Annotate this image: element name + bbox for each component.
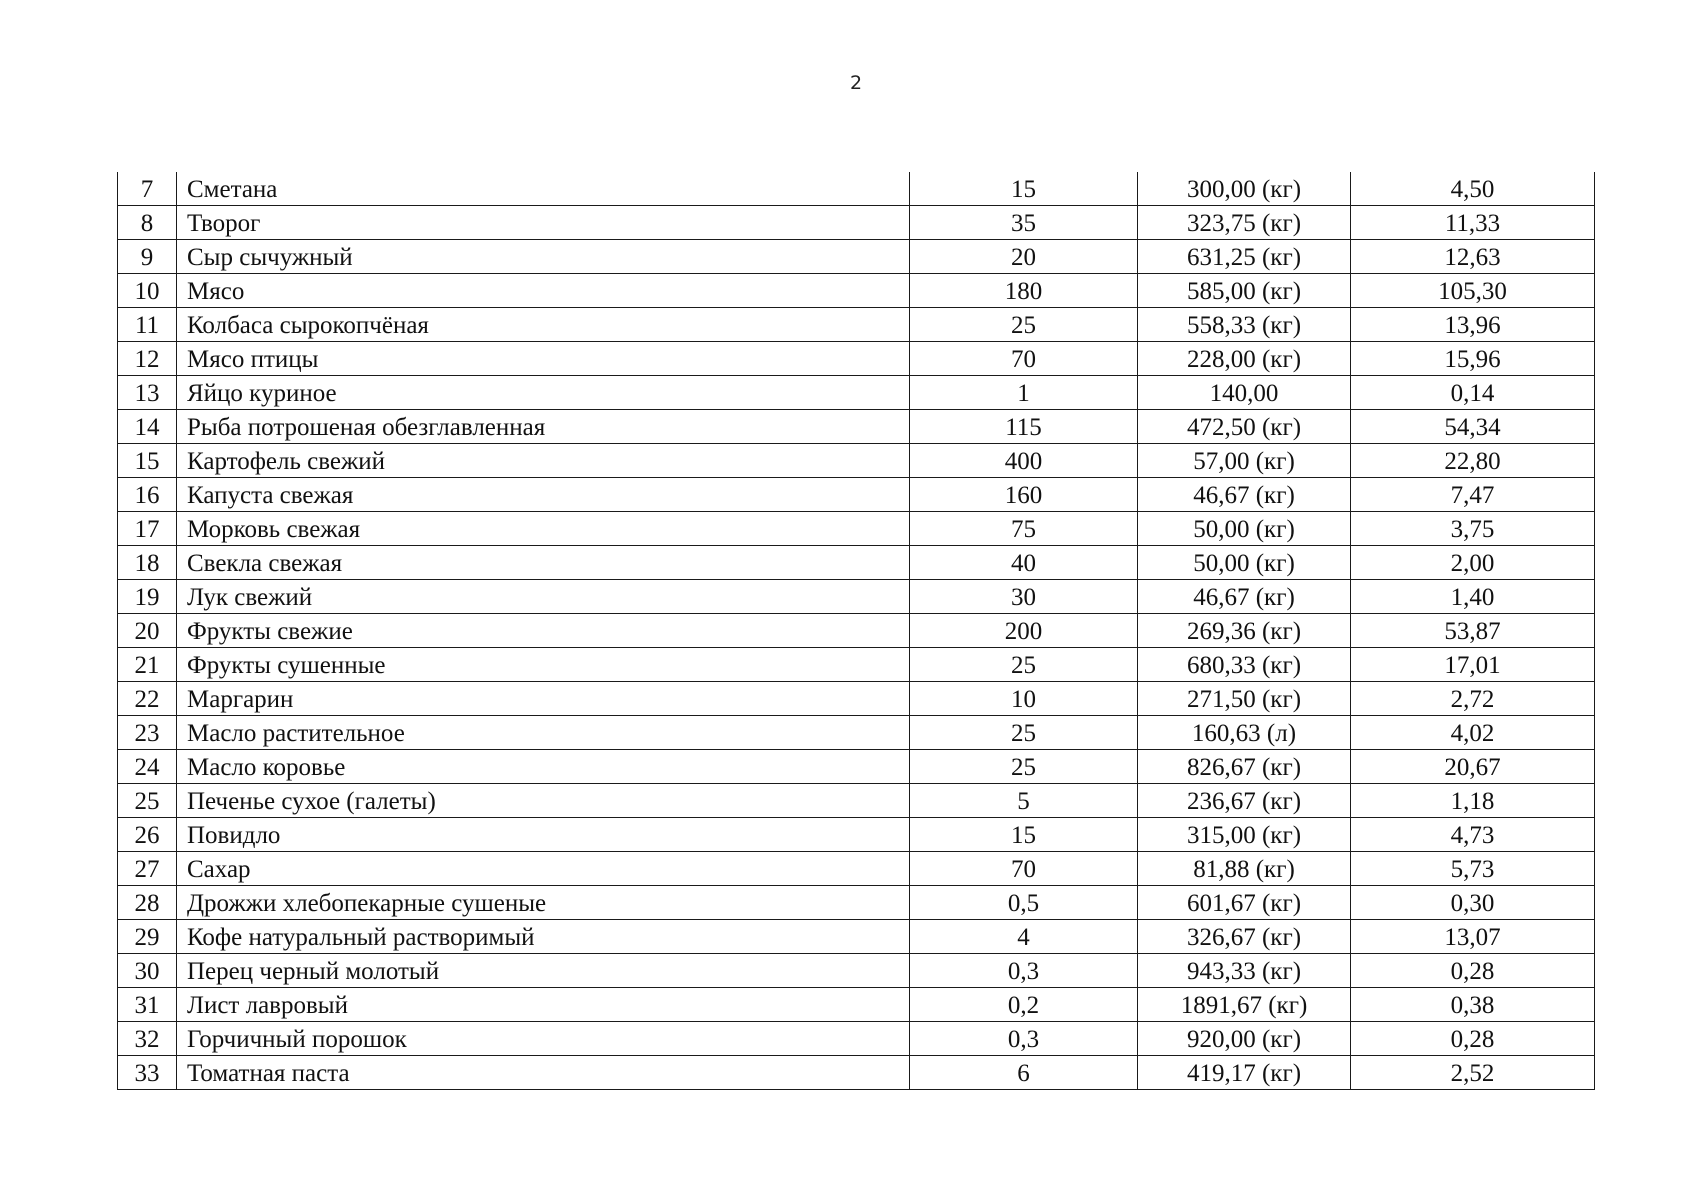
unit-price-cell: 140,00 bbox=[1138, 376, 1351, 410]
row-number-cell: 10 bbox=[118, 274, 177, 308]
row-number-cell: 17 bbox=[118, 512, 177, 546]
unit-price-cell: 920,00 (кг) bbox=[1138, 1022, 1351, 1056]
amount-cell: 105,30 bbox=[1351, 274, 1595, 308]
row-number-cell: 20 bbox=[118, 614, 177, 648]
quantity-cell: 75 bbox=[910, 512, 1138, 546]
amount-cell: 7,47 bbox=[1351, 478, 1595, 512]
amount-cell: 1,18 bbox=[1351, 784, 1595, 818]
unit-price-cell: 1891,67 (кг) bbox=[1138, 988, 1351, 1022]
amount-cell: 13,96 bbox=[1351, 308, 1595, 342]
product-name-cell: Томатная паста bbox=[177, 1056, 910, 1090]
quantity-cell: 400 bbox=[910, 444, 1138, 478]
row-number-cell: 30 bbox=[118, 954, 177, 988]
product-name-cell: Лук свежий bbox=[177, 580, 910, 614]
amount-cell: 22,80 bbox=[1351, 444, 1595, 478]
quantity-cell: 30 bbox=[910, 580, 1138, 614]
product-name-cell: Картофель свежий bbox=[177, 444, 910, 478]
product-name-cell: Фрукты свежие bbox=[177, 614, 910, 648]
product-name-cell: Лист лавровый bbox=[177, 988, 910, 1022]
unit-price-cell: 160,63 (л) bbox=[1138, 716, 1351, 750]
table-row bbox=[118, 614, 1595, 648]
table-row bbox=[118, 682, 1595, 716]
quantity-cell: 25 bbox=[910, 716, 1138, 750]
quantity-cell: 25 bbox=[910, 308, 1138, 342]
product-name-cell: Перец черный молотый bbox=[177, 954, 910, 988]
amount-cell: 3,75 bbox=[1351, 512, 1595, 546]
product-name-cell: Мясо птицы bbox=[177, 342, 910, 376]
amount-cell: 54,34 bbox=[1351, 410, 1595, 444]
unit-price-cell: 57,00 (кг) bbox=[1138, 444, 1351, 478]
quantity-cell: 70 bbox=[910, 852, 1138, 886]
product-name-cell: Свекла свежая bbox=[177, 546, 910, 580]
product-name-cell: Кофе натуральный растворимый bbox=[177, 920, 910, 954]
row-number-cell: 32 bbox=[118, 1022, 177, 1056]
table-row bbox=[118, 988, 1595, 1022]
quantity-cell: 15 bbox=[910, 818, 1138, 852]
unit-price-cell: 269,36 (кг) bbox=[1138, 614, 1351, 648]
table-row bbox=[118, 274, 1595, 308]
product-name-cell: Мясо bbox=[177, 274, 910, 308]
quantity-cell: 70 bbox=[910, 342, 1138, 376]
row-number-cell: 26 bbox=[118, 818, 177, 852]
amount-cell: 53,87 bbox=[1351, 614, 1595, 648]
unit-price-cell: 228,00 (кг) bbox=[1138, 342, 1351, 376]
table-row bbox=[118, 818, 1595, 852]
amount-cell: 0,30 bbox=[1351, 886, 1595, 920]
table-row bbox=[118, 580, 1595, 614]
quantity-cell: 10 bbox=[910, 682, 1138, 716]
row-number-cell: 24 bbox=[118, 750, 177, 784]
amount-cell: 4,73 bbox=[1351, 818, 1595, 852]
product-name-cell: Дрожжи хлебопекарные сушеные bbox=[177, 886, 910, 920]
unit-price-cell: 46,67 (кг) bbox=[1138, 478, 1351, 512]
amount-cell: 0,28 bbox=[1351, 954, 1595, 988]
product-name-cell: Печенье сухое (галеты) bbox=[177, 784, 910, 818]
product-name-cell: Масло коровье bbox=[177, 750, 910, 784]
unit-price-cell: 601,67 (кг) bbox=[1138, 886, 1351, 920]
table-row bbox=[118, 1022, 1595, 1056]
table-row bbox=[118, 784, 1595, 818]
unit-price-cell: 558,33 (кг) bbox=[1138, 308, 1351, 342]
page-number: 2 bbox=[849, 72, 863, 94]
table-row bbox=[118, 240, 1595, 274]
unit-price-cell: 680,33 (кг) bbox=[1138, 648, 1351, 682]
row-number-cell: 33 bbox=[118, 1056, 177, 1090]
quantity-cell: 15 bbox=[910, 172, 1138, 206]
product-name-cell: Морковь свежая bbox=[177, 512, 910, 546]
row-number-cell: 28 bbox=[118, 886, 177, 920]
unit-price-cell: 631,25 (кг) bbox=[1138, 240, 1351, 274]
amount-cell: 4,50 bbox=[1351, 172, 1595, 206]
product-name-cell: Повидло bbox=[177, 818, 910, 852]
quantity-cell: 4 bbox=[910, 920, 1138, 954]
amount-cell: 0,28 bbox=[1351, 1022, 1595, 1056]
unit-price-cell: 826,67 (кг) bbox=[1138, 750, 1351, 784]
unit-price-cell: 472,50 (кг) bbox=[1138, 410, 1351, 444]
unit-price-cell: 323,75 (кг) bbox=[1138, 206, 1351, 240]
amount-cell: 11,33 bbox=[1351, 206, 1595, 240]
quantity-cell: 0,3 bbox=[910, 954, 1138, 988]
table-row bbox=[118, 444, 1595, 478]
product-name-cell: Сахар bbox=[177, 852, 910, 886]
amount-cell: 13,07 bbox=[1351, 920, 1595, 954]
quantity-cell: 180 bbox=[910, 274, 1138, 308]
row-number-cell: 12 bbox=[118, 342, 177, 376]
quantity-cell: 6 bbox=[910, 1056, 1138, 1090]
quantity-cell: 25 bbox=[910, 750, 1138, 784]
row-number-cell: 7 bbox=[118, 172, 177, 206]
quantity-cell: 35 bbox=[910, 206, 1138, 240]
table-body bbox=[118, 172, 1595, 1090]
table-row bbox=[118, 172, 1595, 206]
unit-price-cell: 326,67 (кг) bbox=[1138, 920, 1351, 954]
table-row bbox=[118, 512, 1595, 546]
unit-price-cell: 419,17 (кг) bbox=[1138, 1056, 1351, 1090]
unit-price-cell: 50,00 (кг) bbox=[1138, 512, 1351, 546]
product-name-cell: Горчичный порошок bbox=[177, 1022, 910, 1056]
row-number-cell: 23 bbox=[118, 716, 177, 750]
row-number-cell: 16 bbox=[118, 478, 177, 512]
row-number-cell: 18 bbox=[118, 546, 177, 580]
quantity-cell: 1 bbox=[910, 376, 1138, 410]
unit-price-cell: 81,88 (кг) bbox=[1138, 852, 1351, 886]
amount-cell: 0,38 bbox=[1351, 988, 1595, 1022]
table-row bbox=[118, 716, 1595, 750]
amount-cell: 5,73 bbox=[1351, 852, 1595, 886]
row-number-cell: 22 bbox=[118, 682, 177, 716]
quantity-cell: 0,5 bbox=[910, 886, 1138, 920]
table-row bbox=[118, 852, 1595, 886]
quantity-cell: 115 bbox=[910, 410, 1138, 444]
unit-price-cell: 50,00 (кг) bbox=[1138, 546, 1351, 580]
unit-price-cell: 585,00 (кг) bbox=[1138, 274, 1351, 308]
product-name-cell: Рыба потрошеная обезглавленная bbox=[177, 410, 910, 444]
row-number-cell: 8 bbox=[118, 206, 177, 240]
amount-cell: 2,00 bbox=[1351, 546, 1595, 580]
product-name-cell: Творог bbox=[177, 206, 910, 240]
amount-cell: 12,63 bbox=[1351, 240, 1595, 274]
unit-price-cell: 300,00 (кг) bbox=[1138, 172, 1351, 206]
unit-price-cell: 46,67 (кг) bbox=[1138, 580, 1351, 614]
quantity-cell: 25 bbox=[910, 648, 1138, 682]
table-row bbox=[118, 410, 1595, 444]
row-number-cell: 25 bbox=[118, 784, 177, 818]
amount-cell: 2,52 bbox=[1351, 1056, 1595, 1090]
table-row bbox=[118, 546, 1595, 580]
amount-cell: 2,72 bbox=[1351, 682, 1595, 716]
product-name-cell: Маргарин bbox=[177, 682, 910, 716]
quantity-cell: 20 bbox=[910, 240, 1138, 274]
table-row bbox=[118, 308, 1595, 342]
table-row bbox=[118, 206, 1595, 240]
product-name-cell: Фрукты сушенные bbox=[177, 648, 910, 682]
table-row bbox=[118, 342, 1595, 376]
amount-cell: 20,67 bbox=[1351, 750, 1595, 784]
unit-price-cell: 236,67 (кг) bbox=[1138, 784, 1351, 818]
row-number-cell: 19 bbox=[118, 580, 177, 614]
amount-cell: 17,01 bbox=[1351, 648, 1595, 682]
quantity-cell: 5 bbox=[910, 784, 1138, 818]
row-number-cell: 27 bbox=[118, 852, 177, 886]
product-name-cell: Сыр сычужный bbox=[177, 240, 910, 274]
unit-price-cell: 271,50 (кг) bbox=[1138, 682, 1351, 716]
product-name-cell: Масло растительное bbox=[177, 716, 910, 750]
product-name-cell: Колбаса сырокопчёная bbox=[177, 308, 910, 342]
table-row bbox=[118, 648, 1595, 682]
quantity-cell: 160 bbox=[910, 478, 1138, 512]
product-name-cell: Яйцо куриное bbox=[177, 376, 910, 410]
quantity-cell: 0,3 bbox=[910, 1022, 1138, 1056]
row-number-cell: 11 bbox=[118, 308, 177, 342]
quantity-cell: 40 bbox=[910, 546, 1138, 580]
row-number-cell: 14 bbox=[118, 410, 177, 444]
product-name-cell: Сметана bbox=[177, 172, 910, 206]
quantity-cell: 0,2 bbox=[910, 988, 1138, 1022]
row-number-cell: 13 bbox=[118, 376, 177, 410]
row-number-cell: 9 bbox=[118, 240, 177, 274]
amount-cell: 15,96 bbox=[1351, 342, 1595, 376]
table-row bbox=[118, 920, 1595, 954]
unit-price-cell: 315,00 (кг) bbox=[1138, 818, 1351, 852]
table-row bbox=[118, 1056, 1595, 1090]
row-number-cell: 29 bbox=[118, 920, 177, 954]
table-row bbox=[118, 954, 1595, 988]
amount-cell: 4,02 bbox=[1351, 716, 1595, 750]
food-price-table bbox=[117, 172, 1595, 1090]
row-number-cell: 15 bbox=[118, 444, 177, 478]
table-row bbox=[118, 478, 1595, 512]
quantity-cell: 200 bbox=[910, 614, 1138, 648]
amount-cell: 0,14 bbox=[1351, 376, 1595, 410]
row-number-cell: 21 bbox=[118, 648, 177, 682]
table-row bbox=[118, 376, 1595, 410]
unit-price-cell: 943,33 (кг) bbox=[1138, 954, 1351, 988]
table-row bbox=[118, 750, 1595, 784]
amount-cell: 1,40 bbox=[1351, 580, 1595, 614]
product-name-cell: Капуста свежая bbox=[177, 478, 910, 512]
row-number-cell: 31 bbox=[118, 988, 177, 1022]
table-row bbox=[118, 886, 1595, 920]
